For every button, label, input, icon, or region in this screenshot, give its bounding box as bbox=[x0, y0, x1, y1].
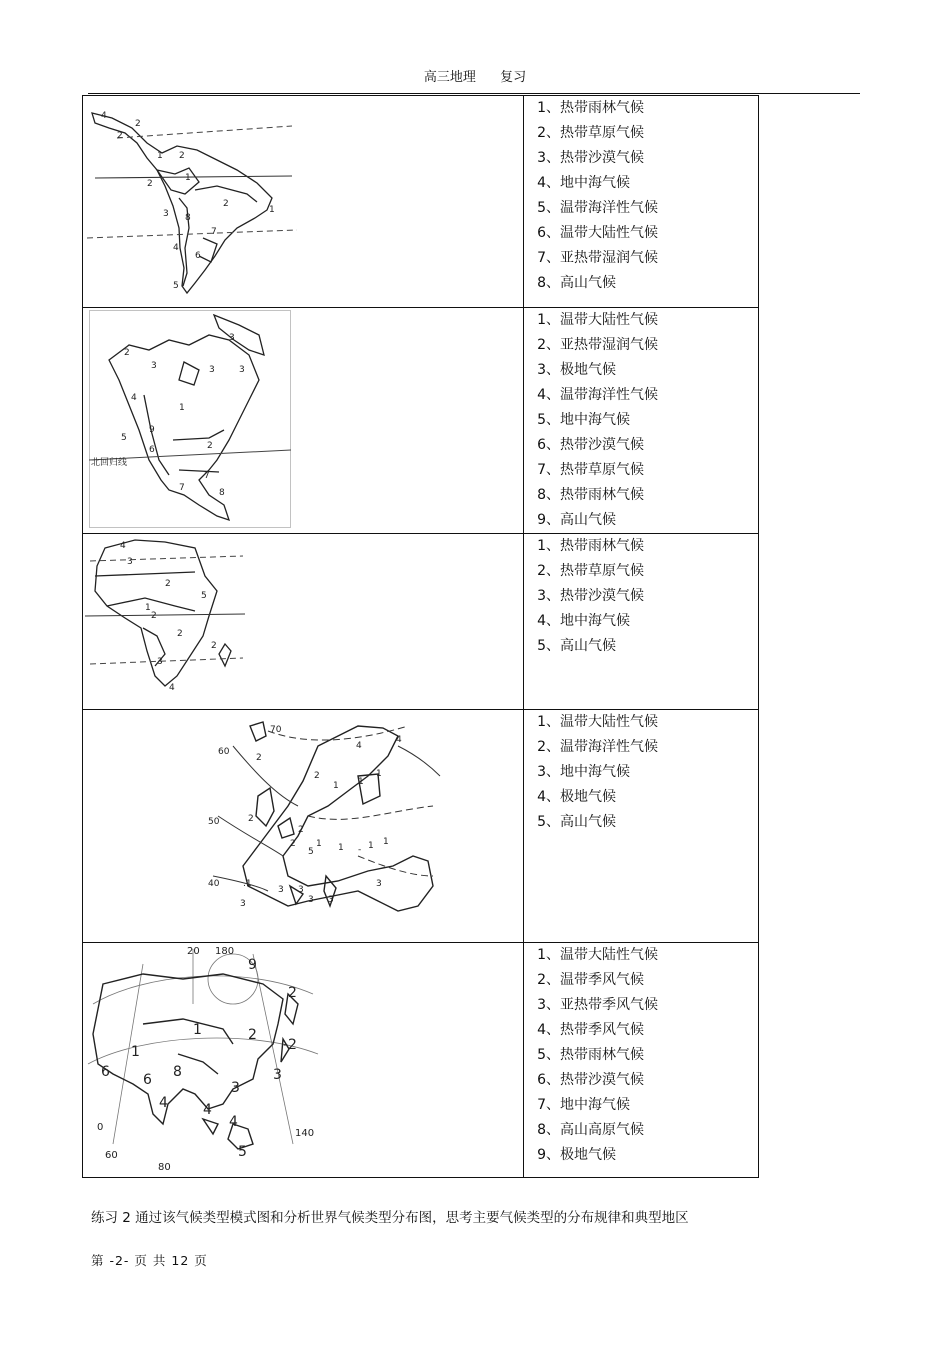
svg-text:3: 3 bbox=[376, 879, 382, 889]
list-item: 5、高山气候 bbox=[537, 814, 616, 830]
list-item: 6、温带大陆性气候 bbox=[537, 225, 658, 241]
svg-text:4: 4 bbox=[131, 393, 137, 403]
svg-text:3: 3 bbox=[231, 1080, 240, 1096]
climate-list-cell bbox=[524, 943, 759, 1178]
svg-text:2: 2 bbox=[177, 629, 183, 639]
svg-text:4: 4 bbox=[203, 1102, 212, 1118]
svg-text:3: 3 bbox=[157, 657, 163, 667]
page-header bbox=[0, 66, 950, 85]
list-item: 2、温带季风气候 bbox=[537, 972, 644, 988]
svg-text:6: 6 bbox=[195, 251, 201, 261]
svg-text:3: 3 bbox=[127, 557, 133, 567]
svg-text:4: 4 bbox=[101, 111, 107, 121]
climate-list bbox=[524, 96, 758, 296]
svg-text:5: 5 bbox=[121, 433, 127, 443]
svg-text:3: 3 bbox=[151, 361, 157, 371]
lon80-label: 80 bbox=[158, 1162, 171, 1173]
svg-text:3: 3 bbox=[209, 365, 215, 375]
climate-list bbox=[524, 308, 758, 533]
list-item: 3、热带沙漠气候 bbox=[537, 588, 644, 604]
svg-text:3: 3 bbox=[229, 333, 235, 343]
svg-text:1: 1 bbox=[179, 403, 185, 413]
list-item: 1、温带大陆性气候 bbox=[537, 312, 658, 328]
svg-text:3: 3 bbox=[308, 895, 314, 905]
map-cell bbox=[83, 710, 524, 943]
map-cell bbox=[83, 308, 524, 534]
list-item: 2、热带草原气候 bbox=[537, 125, 644, 141]
svg-text:1: 1 bbox=[131, 1044, 140, 1060]
svg-text:3: 3 bbox=[278, 885, 284, 895]
svg-text:4: 4 bbox=[159, 1095, 168, 1111]
svg-text:-2: -2 bbox=[283, 1037, 297, 1053]
svg-text:8: 8 bbox=[219, 488, 225, 498]
svg-text:6: 6 bbox=[149, 445, 155, 455]
svg-text:3: 3 bbox=[239, 365, 245, 375]
header-section: 复习 bbox=[500, 70, 527, 85]
svg-text:4: 4 bbox=[356, 741, 362, 751]
svg-text:1: 1 bbox=[157, 151, 163, 161]
svg-text:2: 2 bbox=[298, 825, 304, 835]
svg-text:1: 1 bbox=[358, 777, 364, 787]
svg-text:2: 2 bbox=[248, 814, 254, 824]
list-item: 5、高山气候 bbox=[537, 638, 616, 654]
asia-map bbox=[83, 944, 321, 1176]
list-item: 8、热带雨林气候 bbox=[537, 487, 644, 503]
list-item: 8、高山气候 bbox=[537, 275, 616, 291]
lon180-label: 180 bbox=[215, 946, 235, 957]
svg-text:4: 4 bbox=[229, 1114, 238, 1130]
page-number: 第 -2- 页 共 12 页 bbox=[91, 1253, 208, 1268]
north-america-map bbox=[89, 310, 291, 528]
south-america-map bbox=[87, 98, 302, 303]
svg-text:4: 4 bbox=[120, 541, 126, 551]
list-item: 2、热带草原气候 bbox=[537, 563, 644, 579]
svg-text:9: 9 bbox=[149, 425, 155, 435]
svg-text:3: 3 bbox=[240, 899, 246, 909]
svg-text:2: 2 bbox=[288, 985, 297, 1001]
list-item: 3、极地气候 bbox=[537, 362, 616, 378]
lon0-label: 0 bbox=[97, 1122, 104, 1133]
lat40-label: 40 bbox=[208, 879, 220, 889]
header-subject: 高三地理 bbox=[423, 70, 476, 85]
svg-text:2: 2 bbox=[290, 839, 296, 849]
climate-list bbox=[524, 710, 758, 835]
list-item: 6、热带沙漠气候 bbox=[537, 437, 644, 453]
svg-text:7: 7 bbox=[211, 227, 217, 237]
header-rule bbox=[88, 93, 860, 94]
svg-text:7: 7 bbox=[179, 483, 185, 493]
svg-text:3: 3 bbox=[328, 895, 334, 905]
map-cell bbox=[83, 96, 524, 308]
svg-text:1: 1 bbox=[376, 769, 382, 779]
svg-text:1: 1 bbox=[383, 837, 389, 847]
svg-text:2: 2 bbox=[117, 131, 123, 141]
climate-table bbox=[82, 95, 759, 1178]
map-cell bbox=[83, 534, 524, 710]
list-item: 3、地中海气候 bbox=[537, 764, 630, 780]
svg-text:5: 5 bbox=[308, 847, 314, 857]
list-item: 1、热带雨林气候 bbox=[537, 100, 644, 116]
list-item: 7、热带草原气候 bbox=[537, 462, 644, 478]
list-item: 7、地中海气候 bbox=[537, 1097, 630, 1113]
list-item: 9、极地气候 bbox=[537, 1147, 616, 1163]
list-item: 8、高山高原气候 bbox=[537, 1122, 644, 1138]
svg-text:4: 4 bbox=[169, 683, 175, 693]
list-item: 1、温带大陆性气候 bbox=[537, 714, 658, 730]
svg-text:3: 3 bbox=[273, 1067, 282, 1083]
list-item: 5、地中海气候 bbox=[537, 412, 630, 428]
list-item: 4、极地气候 bbox=[537, 789, 616, 805]
svg-text:7: 7 bbox=[204, 471, 210, 481]
svg-text:1: 1 bbox=[316, 839, 322, 849]
svg-text:2: 2 bbox=[135, 119, 141, 129]
map-cell bbox=[83, 943, 524, 1178]
svg-text:1: 1 bbox=[333, 781, 339, 791]
svg-text:8: 8 bbox=[173, 1064, 182, 1080]
list-item: 7、亚热带湿润气候 bbox=[537, 250, 658, 266]
svg-text:.1: .1 bbox=[243, 879, 252, 889]
lat60-label: 60 bbox=[218, 747, 230, 757]
svg-text:5: 5 bbox=[173, 281, 179, 291]
svg-text:2: 2 bbox=[256, 753, 262, 763]
list-item: 2、温带海洋性气候 bbox=[537, 739, 658, 755]
table-row bbox=[83, 308, 759, 534]
svg-text:2: 2 bbox=[165, 579, 171, 589]
table-row bbox=[83, 534, 759, 710]
svg-text:1: 1 bbox=[368, 841, 374, 851]
svg-text:3: 3 bbox=[298, 885, 304, 895]
list-item: 4、热带季风气候 bbox=[537, 1022, 644, 1038]
climate-list bbox=[524, 534, 758, 659]
table-row bbox=[83, 96, 759, 308]
list-item: 4、地中海气候 bbox=[537, 175, 630, 191]
svg-text:2: 2 bbox=[207, 441, 213, 451]
list-item: 4、温带海洋性气候 bbox=[537, 387, 658, 403]
list-item: 3、亚热带季风气候 bbox=[537, 997, 658, 1013]
list-item: 1、温带大陆性气候 bbox=[537, 947, 658, 963]
svg-text:8: 8 bbox=[185, 213, 191, 223]
svg-text:1: 1 bbox=[145, 603, 151, 613]
lon140-label: 140 bbox=[295, 1128, 315, 1139]
exercise-text: 练习 2 通过该气候类型模式图和分析世界气候类型分布图，思考主要气候类型的分布规律和典型地区 bbox=[91, 1210, 689, 1226]
list-item: 5、温带海洋性气候 bbox=[537, 200, 658, 216]
svg-text:4: 4 bbox=[396, 735, 402, 745]
table-row bbox=[83, 943, 759, 1178]
list-item: 6、热带沙漠气候 bbox=[537, 1072, 644, 1088]
svg-text:3: 3 bbox=[163, 209, 169, 219]
svg-text:2: 2 bbox=[147, 179, 153, 189]
svg-text:2: 2 bbox=[124, 348, 130, 358]
list-item: 4、地中海气候 bbox=[537, 613, 630, 629]
svg-text:-: - bbox=[358, 845, 362, 855]
svg-text:2: 2 bbox=[248, 1027, 257, 1043]
svg-text:5: 5 bbox=[238, 1144, 247, 1160]
svg-text:2: 2 bbox=[314, 771, 320, 781]
svg-text:1: 1 bbox=[269, 205, 275, 215]
svg-text:1: 1 bbox=[338, 843, 344, 853]
table-row bbox=[83, 710, 759, 943]
africa-map bbox=[85, 536, 245, 696]
tropic-label: 北回归线 bbox=[91, 458, 128, 468]
svg-text:2: 2 bbox=[179, 151, 185, 161]
svg-text:4: 4 bbox=[173, 243, 179, 253]
climate-list-cell bbox=[524, 96, 759, 308]
svg-text:6: 6 bbox=[101, 1064, 110, 1080]
list-item: 5、热带雨林气候 bbox=[537, 1047, 644, 1063]
climate-list-cell bbox=[524, 308, 759, 534]
svg-text:2: 2 bbox=[223, 199, 229, 209]
svg-text:9: 9 bbox=[248, 957, 257, 973]
list-item: 9、高山气候 bbox=[537, 512, 616, 528]
list-item: 3、热带沙漠气候 bbox=[537, 150, 644, 166]
lon20-label: 20 bbox=[187, 946, 200, 957]
lon60-label: 60 bbox=[105, 1150, 118, 1161]
svg-text:1: 1 bbox=[185, 173, 191, 183]
list-item: 2、亚热带湿润气候 bbox=[537, 337, 658, 353]
svg-text:2: 2 bbox=[151, 611, 157, 621]
svg-text:6: 6 bbox=[143, 1072, 152, 1088]
svg-text:1: 1 bbox=[193, 1022, 202, 1038]
lat70-label: 70 bbox=[270, 725, 282, 735]
climate-list-cell bbox=[524, 710, 759, 943]
svg-text:5: 5 bbox=[201, 591, 207, 601]
svg-text:2: 2 bbox=[211, 641, 217, 651]
climate-list bbox=[524, 943, 758, 1168]
lat50-label: 50 bbox=[208, 817, 220, 827]
europe-map bbox=[208, 716, 448, 938]
list-item: 1、热带雨林气候 bbox=[537, 538, 644, 554]
climate-list-cell bbox=[524, 534, 759, 710]
